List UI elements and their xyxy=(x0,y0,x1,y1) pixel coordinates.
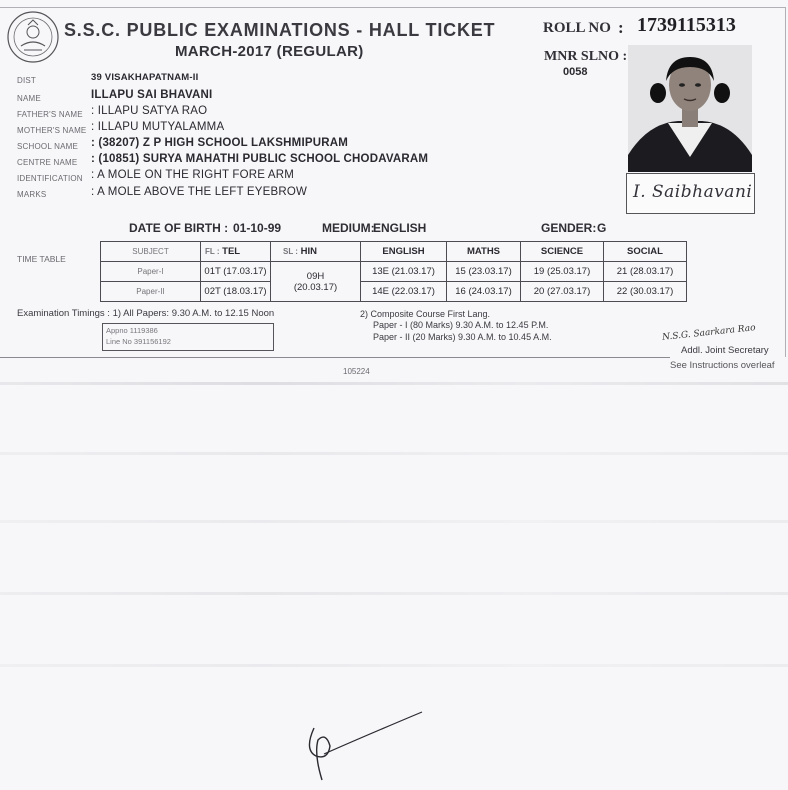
time-table xyxy=(100,241,687,302)
scan-band xyxy=(0,382,788,385)
cut-line xyxy=(0,357,670,358)
ticket-title: S.S.C. PUBLIC EXAMINATIONS - HALL TICKET xyxy=(64,20,496,40)
dob-value: 01-10-99 xyxy=(233,221,282,235)
candidate-signature: I. Saibhavani xyxy=(633,182,753,202)
scan-band xyxy=(0,520,788,523)
paper-2-english: 14E (22.03.17) xyxy=(361,282,447,302)
time-table-row xyxy=(101,282,687,302)
header-fl-value: TEL xyxy=(222,246,241,257)
composite-paper-2: Paper - II (20 Marks) 9.30 A.M. to 10.45 A.M. xyxy=(373,332,552,342)
paper-1-science: 19 (25.03.17) xyxy=(521,262,604,282)
name-label: NAME xyxy=(17,94,41,103)
sl-code: 09H xyxy=(306,270,325,282)
candidate-photo xyxy=(628,45,752,172)
overleaf-note: See Instructions overleaf xyxy=(670,360,775,371)
handwritten-signature-icon xyxy=(300,710,430,785)
appno: Appno 1119386 xyxy=(106,326,158,335)
ticket-border-right xyxy=(785,7,786,357)
header-sl-prefix: SL : xyxy=(283,247,298,256)
paper-2-science: 20 (27.03.17) xyxy=(521,282,604,302)
school-name-label: SCHOOL NAME xyxy=(17,142,79,151)
paper-1-english: 13E (21.03.17) xyxy=(361,262,447,282)
ticket-border-top xyxy=(0,7,785,8)
paper-1-fl: 01T (17.03.17) xyxy=(201,262,271,282)
roll-no-value: 1739115313 xyxy=(637,14,736,36)
marks-value: : A MOLE ABOVE THE LEFT EYEBROW xyxy=(91,186,308,198)
dist-label: DIST xyxy=(17,76,37,85)
board-emblem-icon xyxy=(6,10,60,64)
paper-2-label: Paper-II xyxy=(101,282,201,302)
medium-value: ENGLISH xyxy=(373,221,427,235)
dist-value: 39 VISAKHAPATNAM-II xyxy=(91,72,199,83)
header-sl-value: HIN xyxy=(300,246,317,257)
gender-label: GENDER: xyxy=(541,221,597,235)
identification-value: : A MOLE ON THE RIGHT FORE ARM xyxy=(91,169,295,181)
composite-paper-1: Paper - I (80 Marks) 9.30 A.M. to 12.45 P.M. xyxy=(373,320,549,330)
medium-label: MEDIUM: xyxy=(322,221,375,235)
paper-2-maths: 16 (24.03.17) xyxy=(447,282,521,302)
header-fl xyxy=(201,242,271,262)
marks-label: MARKS xyxy=(17,190,47,199)
header-social: SOCIAL xyxy=(604,242,687,262)
paper-1-social: 21 (28.03.17) xyxy=(604,262,687,282)
school-name-value: : (38207) Z P HIGH SCHOOL LAKSHMIPURAM xyxy=(91,137,349,149)
centre-name-value: : (10851) SURYA MAHATHI PUBLIC SCHOOL CHODAVARAM xyxy=(91,153,429,165)
centre-name-label: CENTRE NAME xyxy=(17,158,78,167)
name-value: ILLAPU SAI BHAVANI xyxy=(91,89,213,101)
exam-session: MARCH-2017 (REGULAR) xyxy=(175,43,364,60)
roll-no-label: ROLL NO xyxy=(543,20,611,36)
sl-date: (20.03.17) xyxy=(293,281,338,293)
header-fl-prefix: FL : xyxy=(205,247,220,256)
time-table-header-row xyxy=(101,242,687,262)
exam-timings: Examination Timings : 1) All Papers: 9.30 A.M. to 12.15 Noon xyxy=(17,308,275,319)
identification-label: IDENTIFICATION xyxy=(17,174,83,183)
header-english: ENGLISH xyxy=(361,242,447,262)
paper-1-maths: 15 (23.03.17) xyxy=(447,262,521,282)
roll-no-colon: : xyxy=(618,18,624,37)
scan-band xyxy=(0,664,788,667)
secretary-title: Addl. Joint Secretary xyxy=(681,345,769,356)
paper-2-fl: 02T (18.03.17) xyxy=(201,282,271,302)
header-subject: SUBJECT xyxy=(101,242,201,262)
mother-name-label: MOTHER'S NAME xyxy=(17,126,87,135)
header-maths: MATHS xyxy=(447,242,521,262)
header-sl xyxy=(271,242,361,262)
gender-value: G xyxy=(597,221,607,235)
dob-label: DATE OF BIRTH : xyxy=(129,221,229,235)
time-table-row xyxy=(101,262,687,282)
sl-merged-cell xyxy=(271,262,361,302)
mnr-slno-label: MNR SLNO : xyxy=(544,49,628,64)
mnr-slno-value: 0058 xyxy=(563,66,588,78)
scan-band xyxy=(0,592,788,595)
composite-course-title: 2) Composite Course First Lang. xyxy=(360,309,491,319)
scan-band xyxy=(0,452,788,455)
mother-name-value: : ILLAPU MUTYALAMMA xyxy=(91,121,225,133)
time-table-label: TIME TABLE xyxy=(17,254,66,264)
header-science: SCIENCE xyxy=(521,242,604,262)
secretary-signature: N.S.G. Saarkara Rao xyxy=(661,323,757,343)
serial-number: 105224 xyxy=(343,367,370,376)
line-no: Line No 391156192 xyxy=(106,337,171,346)
father-name-label: FATHER'S NAME xyxy=(17,110,83,119)
paper-1-label: Paper-I xyxy=(101,262,201,282)
father-name-value: : ILLAPU SATYA RAO xyxy=(91,105,208,117)
paper-2-social: 22 (30.03.17) xyxy=(604,282,687,302)
